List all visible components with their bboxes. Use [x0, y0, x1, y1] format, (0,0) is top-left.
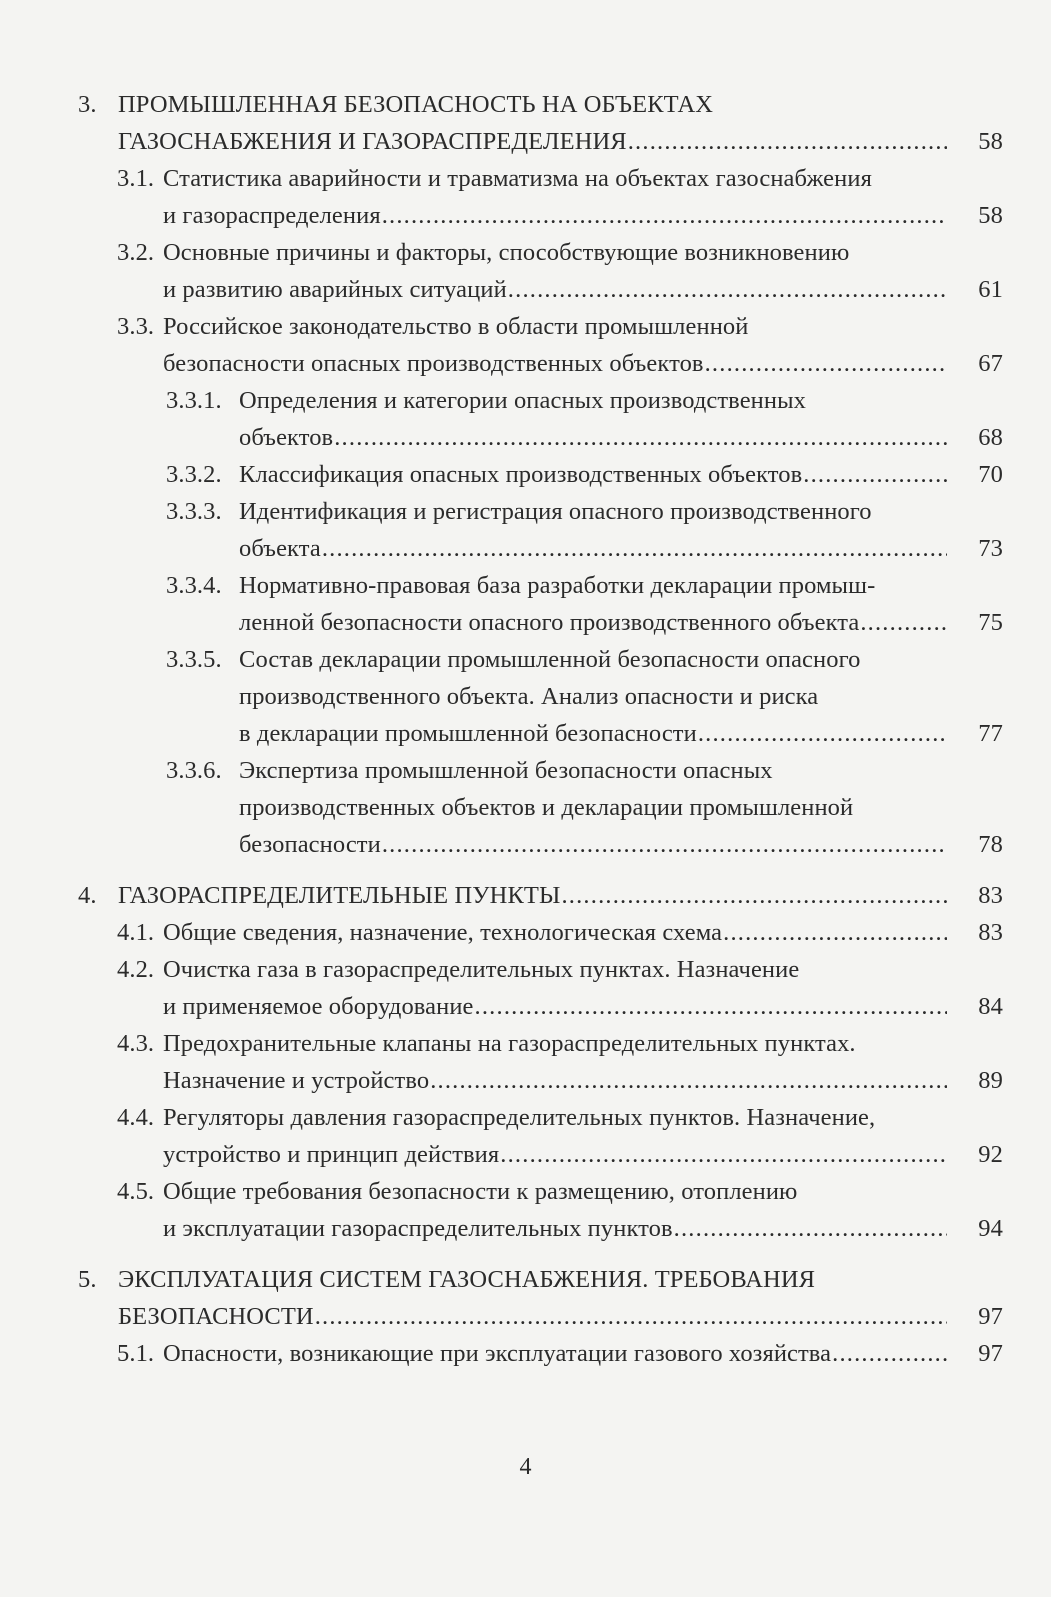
toc-entry-title-line: и развитию аварийных ситуаций: [163, 276, 507, 303]
toc-entry-title-line: ленной безопасности опасного производственного объекта: [239, 609, 860, 636]
toc-entry: [0, 160, 1051, 234]
toc-entry-last-line: [163, 345, 953, 382]
table-of-contents: [0, 86, 1051, 1372]
toc-entry-title: [163, 160, 953, 234]
toc-entry-title-line: ЭКСПЛУАТАЦИЯ СИСТЕМ ГАЗОСНАБЖЕНИЯ. ТРЕБОВАНИЯ: [118, 1266, 816, 1293]
toc-entry-number: 5.1.: [117, 1340, 155, 1367]
toc-entry: [0, 1173, 1051, 1247]
toc-page-number: 94: [978, 1215, 1003, 1242]
toc-leader-dots: [382, 197, 947, 234]
toc-entry-number: 4.1.: [117, 919, 155, 946]
toc-entry-number: 3.3.6.: [166, 757, 222, 784]
toc-page-number: 97: [978, 1340, 1003, 1367]
toc-entry-title: [239, 382, 953, 456]
toc-entry-last-line: [118, 123, 953, 160]
toc-page-number: 67: [978, 350, 1003, 377]
toc-leader-dots: [475, 988, 947, 1025]
toc-entry-title-line: устройство и принцип действия: [163, 1141, 500, 1168]
toc-entry-title-line: БЕЗОПАСНОСТИ: [118, 1303, 314, 1330]
toc-entry-title-line: Нормативно-правовая база разработки декларации промыш-: [239, 572, 876, 599]
page-number: 4: [519, 1454, 532, 1480]
toc-entry-title-line: Идентификация и регистрация опасного производственного: [239, 498, 872, 525]
toc-entry: [0, 1025, 1051, 1099]
toc-entry-number: 3.: [78, 91, 97, 118]
toc-entry-title: [118, 1261, 953, 1335]
toc-page-number: 73: [978, 535, 1003, 562]
toc-entry-last-line: [163, 1136, 953, 1173]
toc-entry-title-line: Российское законодательство в области промышленной: [163, 313, 749, 340]
toc-entry: [0, 234, 1051, 308]
toc-entry-title-line: Состав декларации промышленной безопасности опасного: [239, 646, 861, 673]
toc-entry-last-line: [239, 826, 953, 863]
toc-entry-title-line: и газораспределения: [163, 202, 381, 229]
toc-entry-title-line: ГАЗОСНАБЖЕНИЯ И ГАЗОРАСПРЕДЕЛЕНИЯ: [118, 128, 627, 155]
toc-entry: [0, 914, 1051, 951]
toc-entry-title: [239, 752, 953, 863]
toc-entry-title-line: производственных объектов и декларации промышленной: [239, 794, 854, 821]
toc-entry-title: [163, 1173, 953, 1247]
toc-entry-title-line: Регуляторы давления газораспределительных пунктов. Назначение,: [163, 1104, 876, 1131]
toc-entry-last-line: [239, 604, 953, 641]
toc-entry: [0, 493, 1051, 567]
toc-entry-title-line: Статистика аварийности и травматизма на объектах газоснабжения: [163, 165, 872, 192]
toc-entry-title-line: Определения и категории опасных производственных: [239, 387, 807, 414]
toc-page-number: 75: [978, 609, 1003, 636]
toc-entry-last-line: [239, 530, 953, 567]
toc-leader-dots: [315, 1298, 947, 1335]
toc-entry-last-line: [239, 715, 953, 752]
toc-entry-title-line: производственного объекта. Анализ опасности и риска: [239, 683, 819, 710]
toc-entry-last-line: [163, 988, 953, 1025]
toc-entry-title-line: Назначение и устройство: [163, 1067, 430, 1094]
toc-entry-title-line: Классификация опасных производственных объектов: [239, 461, 803, 488]
toc-entry-last-line: [163, 271, 953, 308]
toc-page-number: 61: [978, 276, 1003, 303]
toc-entry-last-line: [118, 1298, 953, 1335]
toc-entry: [0, 382, 1051, 456]
toc-entry-title: [118, 877, 953, 914]
toc-entry-last-line: [163, 1210, 953, 1247]
toc-page-number: 84: [978, 993, 1003, 1020]
toc-entry: [0, 951, 1051, 1025]
toc-page-number: 92: [978, 1141, 1003, 1168]
toc-entry-title-line: и применяемое оборудование: [163, 993, 474, 1020]
toc-leader-dots: [382, 826, 947, 863]
toc-entry-title: [163, 951, 953, 1025]
toc-leader-dots: [832, 1335, 947, 1372]
toc-entry-number: 4.2.: [117, 956, 155, 983]
toc-entry-title-line: ГАЗОРАСПРЕДЕЛИТЕЛЬНЫЕ ПУНКТЫ: [118, 882, 561, 909]
toc-leader-dots: [723, 914, 947, 951]
toc-leader-dots: [628, 123, 947, 160]
toc-leader-dots: [500, 1136, 947, 1173]
toc-leader-dots: [430, 1062, 947, 1099]
toc-entry-title: [163, 1335, 953, 1372]
toc-entry-title-line: Опасности, возникающие при эксплуатации газового хозяйства: [163, 1340, 832, 1367]
toc-leader-dots: [698, 715, 947, 752]
toc-entry-number: 5.: [78, 1266, 97, 1293]
toc-leader-dots: [334, 419, 947, 456]
toc-entry-last-line: [163, 1062, 953, 1099]
toc-entry-number: 3.2.: [117, 239, 155, 266]
toc-entry: [0, 308, 1051, 382]
toc-entry: [0, 877, 1051, 914]
toc-entry: [0, 1099, 1051, 1173]
toc-entry-last-line: [163, 197, 953, 234]
toc-entry-last-line: [163, 914, 953, 951]
toc-leader-dots: [674, 1210, 947, 1247]
toc-entry-last-line: [118, 877, 953, 914]
toc-entry-title-line: безопасности опасных производственных объектов: [163, 350, 704, 377]
toc-entry-title: [239, 567, 953, 641]
toc-entry: [0, 752, 1051, 863]
toc-page-number: 70: [978, 461, 1003, 488]
toc-entry-last-line: [163, 1335, 953, 1372]
toc-entry-last-line: [239, 419, 953, 456]
toc-entry-number: 4.3.: [117, 1030, 155, 1057]
toc-entry-title-line: Очистка газа в газораспределительных пунктах. Назначение: [163, 956, 800, 983]
toc-entry-title: [163, 308, 953, 382]
toc-leader-dots: [860, 604, 947, 641]
toc-entry-title: [239, 641, 953, 752]
toc-page-number: 89: [978, 1067, 1003, 1094]
toc-entry-title-line: и эксплуатации газораспределительных пунктов: [163, 1215, 673, 1242]
toc-leader-dots: [508, 271, 947, 308]
toc-entry: [0, 1335, 1051, 1372]
toc-entry-number: 4.: [78, 882, 97, 909]
toc-entry-number: 3.3.: [117, 313, 155, 340]
toc-entry-number: 3.3.1.: [166, 387, 222, 414]
toc-page-number: 83: [978, 919, 1003, 946]
toc-entry-number: 3.3.5.: [166, 646, 222, 673]
toc-entry-title-line: объекта: [239, 535, 321, 562]
toc-entry: [0, 567, 1051, 641]
toc-entry-title-line: безопасности: [239, 831, 381, 858]
toc-leader-dots: [561, 877, 947, 914]
toc-page-number: 58: [978, 202, 1003, 229]
toc-page-number: 77: [978, 720, 1003, 747]
toc-entry-title: [163, 1025, 953, 1099]
toc-entry-title: [239, 493, 953, 567]
toc-page-number: 83: [978, 882, 1003, 909]
toc-entry-number: 3.3.3.: [166, 498, 222, 525]
toc-entry-title-line: Общие сведения, назначение, технологическая схема: [163, 919, 723, 946]
toc-entry: [0, 86, 1051, 160]
toc-page-number: 78: [978, 831, 1003, 858]
toc-entry-number: 3.3.4.: [166, 572, 222, 599]
toc-entry-title-line: Экспертиза промышленной безопасности опасных: [239, 757, 773, 784]
toc-entry-title: [163, 234, 953, 308]
toc-entry-title-line: Предохранительные клапаны на газораспределительных пунктах.: [163, 1030, 856, 1057]
toc-entry-title: [239, 456, 953, 493]
toc-entry-number: 3.3.2.: [166, 461, 222, 488]
toc-entry-title-line: Общие требования безопасности к размещению, отоплению: [163, 1178, 798, 1205]
toc-entry-title: [118, 86, 953, 160]
toc-entry-last-line: [239, 456, 953, 493]
toc-entry-title: [163, 1099, 953, 1173]
toc-entry: [0, 456, 1051, 493]
toc-leader-dots: [803, 456, 947, 493]
toc-entry-number: 3.1.: [117, 165, 155, 192]
toc-page-number: 58: [978, 128, 1003, 155]
toc-entry-title-line: Основные причины и факторы, способствующие возникновению: [163, 239, 850, 266]
toc-entry-number: 4.4.: [117, 1104, 155, 1131]
toc-entry-number: 4.5.: [117, 1178, 155, 1205]
toc-entry-title-line: в декларации промышленной безопасности: [239, 720, 697, 747]
toc-page-number: 68: [978, 424, 1003, 451]
toc-entry-title-line: ПРОМЫШЛЕННАЯ БЕЗОПАСНОСТЬ НА ОБЪЕКТАХ: [118, 91, 714, 118]
toc-leader-dots: [705, 345, 947, 382]
toc-entry: [0, 1261, 1051, 1335]
toc-entry: [0, 641, 1051, 752]
toc-page-number: 97: [978, 1303, 1003, 1330]
toc-entry-title: [163, 914, 953, 951]
toc-entry-title-line: объектов: [239, 424, 334, 451]
toc-leader-dots: [322, 530, 947, 567]
